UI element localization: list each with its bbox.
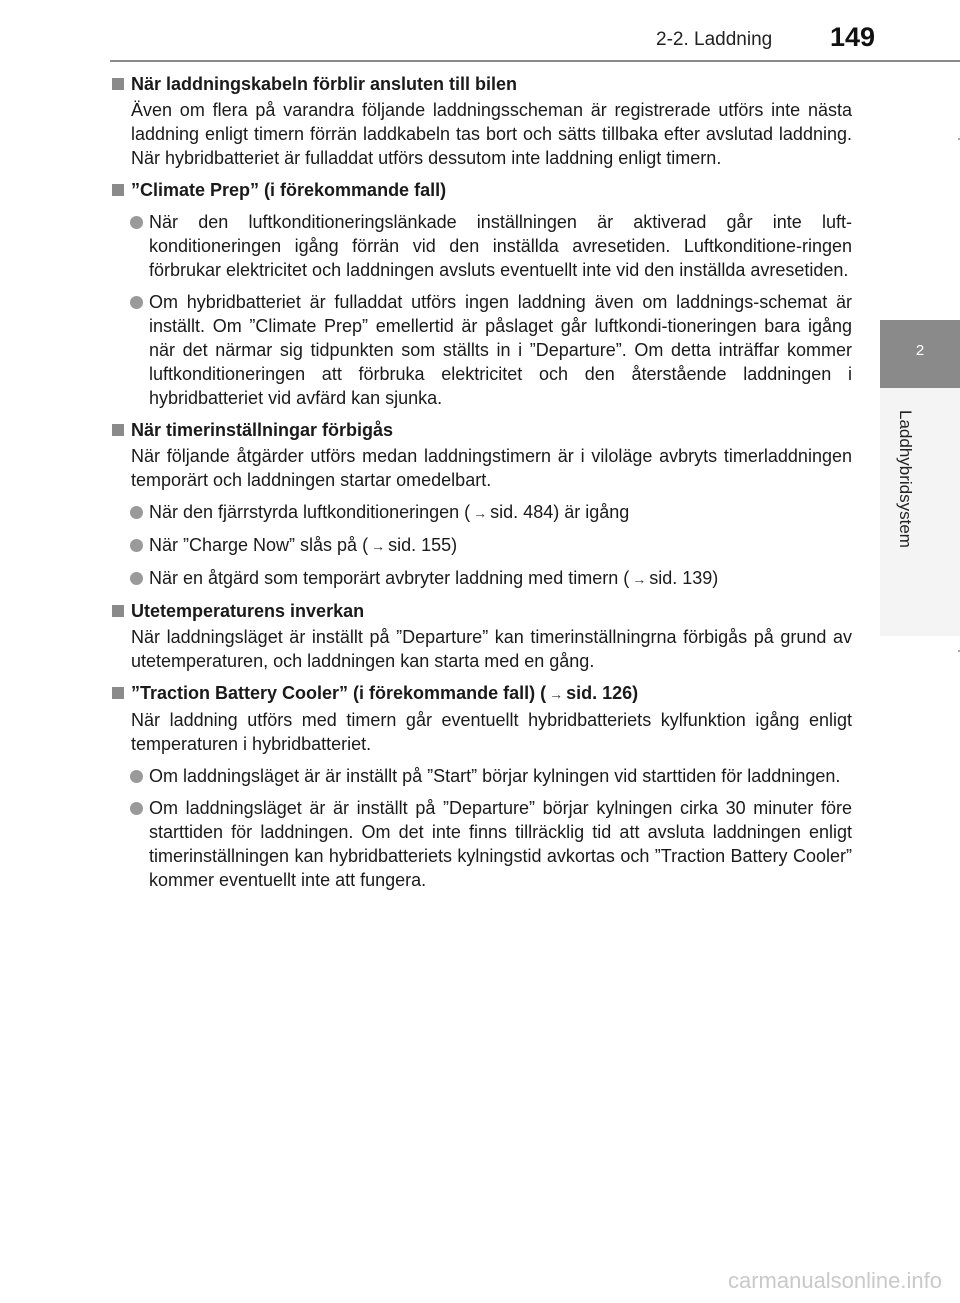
- page-header: [0, 0, 960, 62]
- main-content: [110, 72, 852, 892]
- page-reference-link[interactable]: sid. 155: [388, 535, 452, 555]
- section-heading: [110, 72, 852, 96]
- section-label: 2-2. Laddning: [656, 29, 773, 50]
- bullet-item: [110, 210, 852, 282]
- bullet-text: Om hybridbatteriet är fulladdat utförs ingen laddning även om laddnings-schemat är inställt. Om ”Climate Prep” emellertid är påslaget går luftkondi-tioneringen bara igång när det närmar sig tidpunkten som ställts in i ”Departure”. Om detta inträffar kommer luftkonditioneringen att förbruka elektricitet och den återstående laddningen i hybridbatteriet vid avfärd kan sjunka.: [149, 292, 852, 408]
- bullet-item: [110, 500, 852, 525]
- paragraph: Även om flera på varandra följande laddningsscheman är registrerade utförs inte nästa laddning enligt timern förrän laddkabeln tas bort och sätts tillbaka efter avslutad laddning. När hybridbatteriet är fulladdat utförs dessutom inte laddning enligt timern.: [131, 100, 852, 168]
- bullet-text-pre: När den fjärrstyrda luftkonditioneringen (: [149, 502, 471, 522]
- square-bullet-icon: [112, 78, 124, 90]
- square-bullet-icon: [112, 605, 124, 617]
- arrow-right-icon: →: [632, 571, 647, 587]
- heading-text: När timerinställningar förbigås: [131, 420, 394, 440]
- bullet-text: När den luftkonditioneringslänkade inställningen är aktiverad går inte luft-konditioneringen igång förrän vid den inställda avresetiden. Luftkonditione-ringen förbrukar elektricitet och laddningen avsluts eventuellt inte vid den inställda avresetiden.: [149, 212, 852, 280]
- paragraph: När laddning utförs med timern går eventuellt hybridbatteriets kylfunktion igång enligt temperaturen i hybridbatteriet.: [131, 710, 852, 754]
- page-reference-link[interactable]: sid. 126: [566, 683, 633, 703]
- section-heading: [110, 418, 852, 442]
- bullet-item: [110, 533, 852, 558]
- square-bullet-icon: [112, 687, 124, 699]
- heading-text: När laddningskabeln förblir ansluten till bilen: [131, 74, 518, 94]
- circle-bullet-icon: [130, 770, 143, 783]
- square-bullet-icon: [112, 184, 124, 196]
- chapter-sidebar: [880, 388, 960, 636]
- circle-bullet-icon: [130, 572, 143, 585]
- bullet-text-post: ): [451, 535, 458, 555]
- circle-bullet-icon: [130, 216, 143, 229]
- arrow-right-icon: →: [371, 538, 386, 554]
- chapter-tab: [880, 320, 960, 388]
- bullet-text-post: ): [712, 568, 719, 588]
- arrow-right-icon: →: [549, 686, 564, 702]
- chapter-title: Laddhybridsystem: [896, 410, 915, 548]
- arrow-right-icon: →: [473, 505, 488, 521]
- watermark: carmanualsonline.info: [727, 1268, 942, 1293]
- header-rule: [110, 60, 960, 62]
- bullet-item: [110, 796, 852, 892]
- bullet-item: [110, 764, 852, 788]
- page-reference-link[interactable]: sid. 139: [649, 568, 713, 588]
- section-heading: [110, 599, 852, 623]
- paragraph: När laddningsläget är inställt på ”Departure” kan timerinställningrna förbigås på grund av utetemperaturen, och laddningen kan starta med en gång.: [131, 627, 852, 671]
- section-heading: [110, 178, 852, 202]
- circle-bullet-icon: [130, 539, 143, 552]
- heading-text-pre: ”Traction Battery Cooler” (i förekommande fall) (: [131, 683, 547, 703]
- heading-text-post: ): [632, 683, 639, 703]
- circle-bullet-icon: [130, 802, 143, 815]
- bullet-item: [110, 566, 852, 591]
- bullet-item: [110, 290, 852, 410]
- section-heading: [110, 681, 852, 706]
- circle-bullet-icon: [130, 296, 143, 309]
- bullet-text-pre: När ”Charge Now” slås på (: [149, 535, 369, 555]
- paragraph: När följande åtgärder utförs medan laddningstimern är i viloläge avbryts timerladdningen temporärt och laddningen startar omedelbart.: [131, 446, 852, 490]
- bullet-text-post: ) är igång: [553, 502, 630, 522]
- page-number: 149: [830, 22, 876, 52]
- bullet-text: Om laddningsläget är är inställt på ”Departure” börjar kylningen cirka 30 minuter före starttiden för laddningen. Om det inte finns tillräcklig tid att avsluta laddningen enligt timerinställningen kan hybridbatteriets kylningstid avkortas och ”Traction Battery Cooler” kommer eventuellt inte att fungera.: [149, 798, 852, 890]
- heading-text: Utetemperaturens inverkan: [131, 601, 365, 621]
- square-bullet-icon: [112, 424, 124, 436]
- circle-bullet-icon: [130, 506, 143, 519]
- heading-text: ”Climate Prep” (i förekommande fall): [131, 180, 447, 200]
- bullet-text-pre: När en åtgärd som temporärt avbryter laddning med timern (: [149, 568, 630, 588]
- chapter-number: 2: [915, 342, 925, 359]
- page-reference-link[interactable]: sid. 484: [490, 502, 554, 522]
- bullet-text: Om laddningsläget är är inställt på ”Start” börjar kylningen vid starttiden för laddningen.: [149, 766, 841, 786]
